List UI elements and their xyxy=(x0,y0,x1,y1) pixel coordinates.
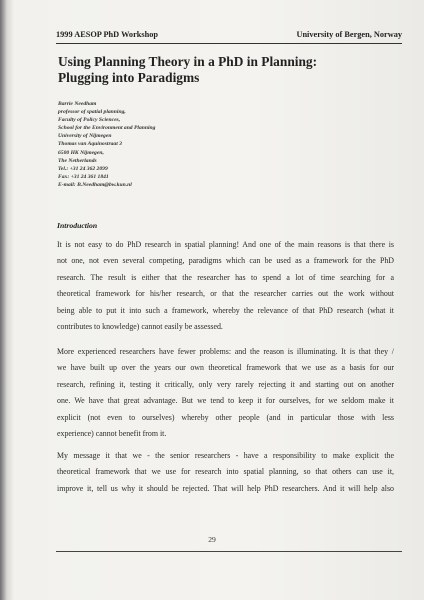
author-country: The Netherlands xyxy=(58,157,97,164)
footer-rule xyxy=(56,551,402,552)
author-block xyxy=(58,100,278,189)
paragraph-1-line: theoretical framework for his/her research, or that the researcher carries out the work without xyxy=(57,289,394,299)
author-street: Thomas van Aquinostraat 3 xyxy=(58,141,122,148)
page-number: 29 xyxy=(208,535,216,544)
paragraph-2-line: one. We have that great advantage. But we tend to keep it for ourselves, for we seldom make it xyxy=(57,396,394,406)
paragraph-3-line: theoretical framework that we use for research into spatial planning, so that others can use it, xyxy=(57,467,394,477)
header-rule xyxy=(56,43,402,44)
author-position: professor of spatial planning, xyxy=(58,109,126,116)
paper-title-line-2: Plugging into Paradigms xyxy=(58,70,200,85)
paragraph-1-line: research. The result is either that the researcher has to spend a lot of time searching for a xyxy=(57,272,394,282)
section-heading-introduction: Introduction xyxy=(57,221,98,230)
paragraph-1-line: contributes to knowledge) cannot easily be assessed. xyxy=(57,321,223,331)
paper-title xyxy=(58,54,388,86)
paragraph-2-line: explicit (not even to ourselves) whereby other people (and in particular those with less xyxy=(57,412,394,422)
author-fax: Fax: +31 24 361 1841 xyxy=(58,173,109,180)
author-name: Barrie Needham xyxy=(58,101,97,107)
author-school: School for the Environment and Planning xyxy=(58,125,156,132)
author-university: University of Nijmegen xyxy=(58,133,112,140)
header-workshop: 1999 AESOP PhD Workshop xyxy=(56,30,158,39)
paragraph-3-line: My message it that we - the senior researchers - have a responsibility to make explicit the xyxy=(57,451,394,460)
paragraph-1 xyxy=(57,237,394,335)
paragraph-2-line: research, refining it, testing it critically, only very rarely rejecting it and starting out on another xyxy=(57,379,394,389)
author-email: E-mail: B.Needham@bw.kun.nl xyxy=(58,181,132,188)
header-university: University of Bergen, Norway xyxy=(296,30,402,39)
author-faculty: Faculty of Policy Sciences, xyxy=(58,117,121,124)
paper-title-line-1: Using Planning Theory in a PhD in Planning: xyxy=(58,54,318,69)
paragraph-2-line: experience) cannot benefit from it. xyxy=(57,428,167,438)
author-telephone: Tel.: +31 24 362 2099 xyxy=(58,165,108,172)
paragraph-1-line: not one, not even several competing, paradigms which can be used as a framework for the PhD xyxy=(57,256,394,266)
paragraph-2 xyxy=(57,344,394,442)
paragraph-3 xyxy=(57,448,394,497)
paragraph-1-line: It is not easy to do PhD research in spatial planning! And one of the main reasons is that there is xyxy=(57,240,394,249)
paragraph-2-line: we have built up over the years our own theoretical framework that we use as a basis for our xyxy=(57,363,394,373)
paragraph-3-line: improve it, tell us why it should be rejected. That will help PhD researchers. And it will help also xyxy=(57,483,394,493)
paragraph-2-line: More experienced researchers have fewer problems: and the reason is illuminating. It is that they / xyxy=(57,347,394,356)
author-city: 6500 HK Nijmegen, xyxy=(58,149,104,156)
running-header xyxy=(56,30,402,42)
paragraph-1-line: being able to put it into such a framework, whereby the relevance of that PhD research (what it xyxy=(57,305,394,315)
